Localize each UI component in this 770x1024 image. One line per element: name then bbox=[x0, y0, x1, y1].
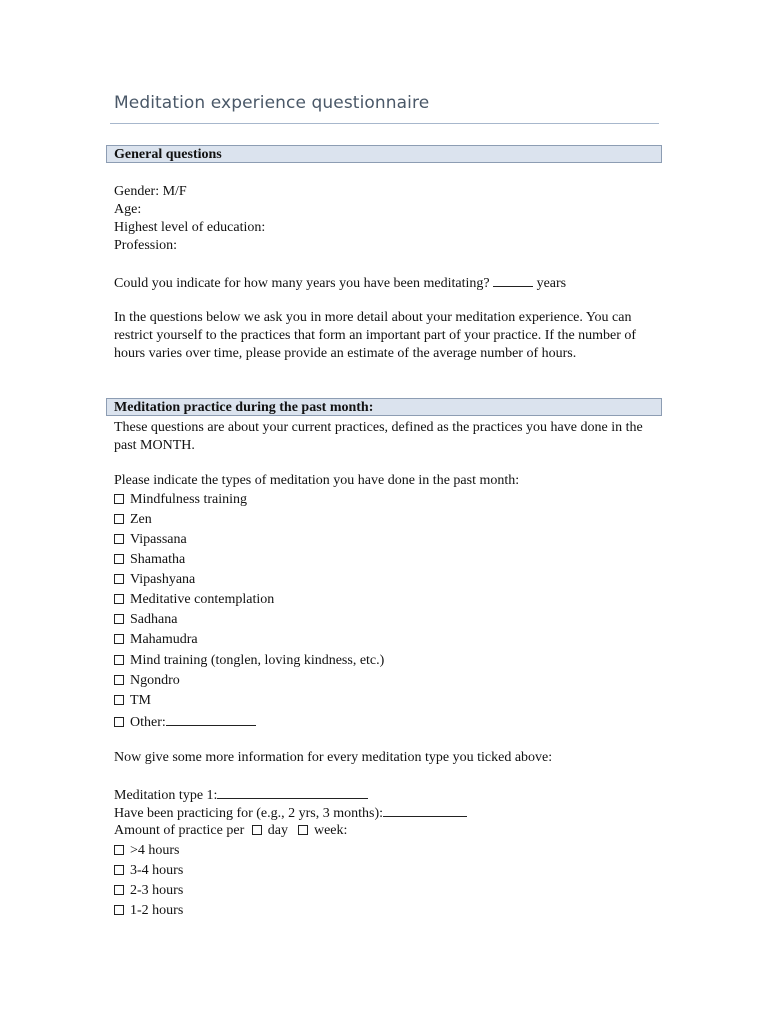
page-title: Meditation experience questionnaire bbox=[114, 93, 430, 113]
section-heading-past-month: Meditation practice during the past month: bbox=[114, 400, 374, 415]
checkbox-icon[interactable] bbox=[114, 675, 124, 685]
option-label: 2-3 hours bbox=[130, 883, 184, 898]
option-label: Shamatha bbox=[130, 552, 186, 567]
checkbox-icon[interactable] bbox=[298, 825, 308, 835]
practicing-for-field bbox=[114, 803, 467, 823]
hours-option-2-3[interactable] bbox=[114, 882, 183, 900]
option-mindfulness[interactable] bbox=[114, 491, 247, 509]
option-label: >4 hours bbox=[130, 843, 180, 858]
option-label: Meditative contemplation bbox=[130, 592, 275, 607]
checkbox-icon[interactable] bbox=[114, 655, 124, 665]
practicing-for-input-blank[interactable] bbox=[383, 803, 467, 817]
option-label: TM bbox=[130, 693, 151, 708]
checkbox-icon[interactable] bbox=[114, 574, 124, 584]
option-vipashyana[interactable] bbox=[114, 571, 195, 589]
hours-option-1-2[interactable] bbox=[114, 902, 183, 920]
option-mahamudra[interactable] bbox=[114, 631, 198, 649]
option-vipassana[interactable] bbox=[114, 531, 187, 549]
option-label: Mind training (tonglen, loving kindness, etc.) bbox=[130, 653, 385, 668]
type1-input-blank[interactable] bbox=[217, 785, 368, 799]
option-mind-training[interactable] bbox=[114, 652, 384, 670]
hours-option-3-4[interactable] bbox=[114, 862, 183, 880]
option-label: Mahamudra bbox=[130, 632, 198, 647]
amount-day-label: day bbox=[267, 823, 288, 838]
education-field[interactable]: Highest level of education: bbox=[114, 220, 266, 235]
checkbox-icon[interactable] bbox=[114, 634, 124, 644]
option-label: Vipassana bbox=[130, 532, 187, 547]
other-input-blank[interactable] bbox=[166, 712, 256, 726]
checkbox-icon[interactable] bbox=[114, 594, 124, 604]
checkbox-icon[interactable] bbox=[114, 865, 124, 875]
age-field[interactable]: Age: bbox=[114, 202, 142, 217]
hours-option-4plus[interactable] bbox=[114, 842, 180, 860]
years-meditating-question bbox=[114, 273, 566, 293]
amount-week-label: week: bbox=[313, 823, 348, 838]
meditation-type-1-field bbox=[114, 785, 368, 805]
checkbox-icon[interactable] bbox=[114, 845, 124, 855]
practicing-for-label: Have been practicing for (e.g., 2 yrs, 3 months): bbox=[114, 806, 384, 821]
years-suffix: years bbox=[533, 276, 567, 291]
option-label: 3-4 hours bbox=[130, 863, 184, 878]
checkbox-icon[interactable] bbox=[114, 695, 124, 705]
option-label: Sadhana bbox=[130, 612, 178, 627]
option-label: Vipashyana bbox=[130, 572, 196, 587]
checkbox-icon[interactable] bbox=[114, 885, 124, 895]
checkbox-icon[interactable] bbox=[114, 717, 124, 727]
years-input-blank[interactable] bbox=[493, 273, 533, 287]
type1-label: Meditation type 1: bbox=[114, 788, 218, 803]
option-sadhana[interactable] bbox=[114, 611, 177, 629]
checkbox-icon[interactable] bbox=[114, 534, 124, 544]
amount-of-practice-row bbox=[114, 822, 347, 840]
title-divider bbox=[110, 123, 659, 124]
option-zen[interactable] bbox=[114, 511, 152, 529]
checkbox-icon[interactable] bbox=[114, 614, 124, 624]
more-info-prompt: Now give some more information for every meditation type you ticked above: bbox=[114, 750, 553, 765]
option-label: 1-2 hours bbox=[130, 903, 184, 918]
option-other[interactable] bbox=[114, 712, 256, 732]
option-ngondro[interactable] bbox=[114, 672, 180, 690]
checkbox-icon[interactable] bbox=[252, 825, 262, 835]
option-label: Mindfulness training bbox=[130, 492, 248, 507]
option-label: Ngondro bbox=[130, 673, 180, 688]
checkbox-icon[interactable] bbox=[114, 905, 124, 915]
option-meditative-contemplation[interactable] bbox=[114, 591, 274, 609]
amount-label: Amount of practice per bbox=[114, 823, 248, 838]
checkbox-icon[interactable] bbox=[114, 494, 124, 504]
types-prompt: Please indicate the types of meditation you have done in the past month: bbox=[114, 473, 520, 488]
section-heading-general: General questions bbox=[114, 147, 222, 162]
option-tm[interactable] bbox=[114, 692, 151, 710]
past-month-intro: These questions are about your current practices, defined as the practices you have done in the past MONTH. bbox=[114, 420, 643, 453]
section-header-past-month bbox=[106, 398, 662, 416]
option-label: Other: bbox=[130, 715, 166, 730]
section-header-general bbox=[106, 145, 662, 163]
profession-field[interactable]: Profession: bbox=[114, 238, 177, 253]
option-label: Zen bbox=[130, 512, 152, 527]
general-intro-paragraph: In the questions below we ask you in more detail about your meditation experience. You can restrict yourself to the practices that form an important part of your practice. If the number of hours varies over time, please provide an estimate of the average number of hours. bbox=[114, 310, 637, 361]
option-shamatha[interactable] bbox=[114, 551, 185, 569]
checkbox-icon[interactable] bbox=[114, 554, 124, 564]
years-question-text: Could you indicate for how many years you have been meditating? bbox=[114, 276, 494, 291]
checkbox-icon[interactable] bbox=[114, 514, 124, 524]
gender-field[interactable]: Gender: M/F bbox=[114, 184, 187, 199]
